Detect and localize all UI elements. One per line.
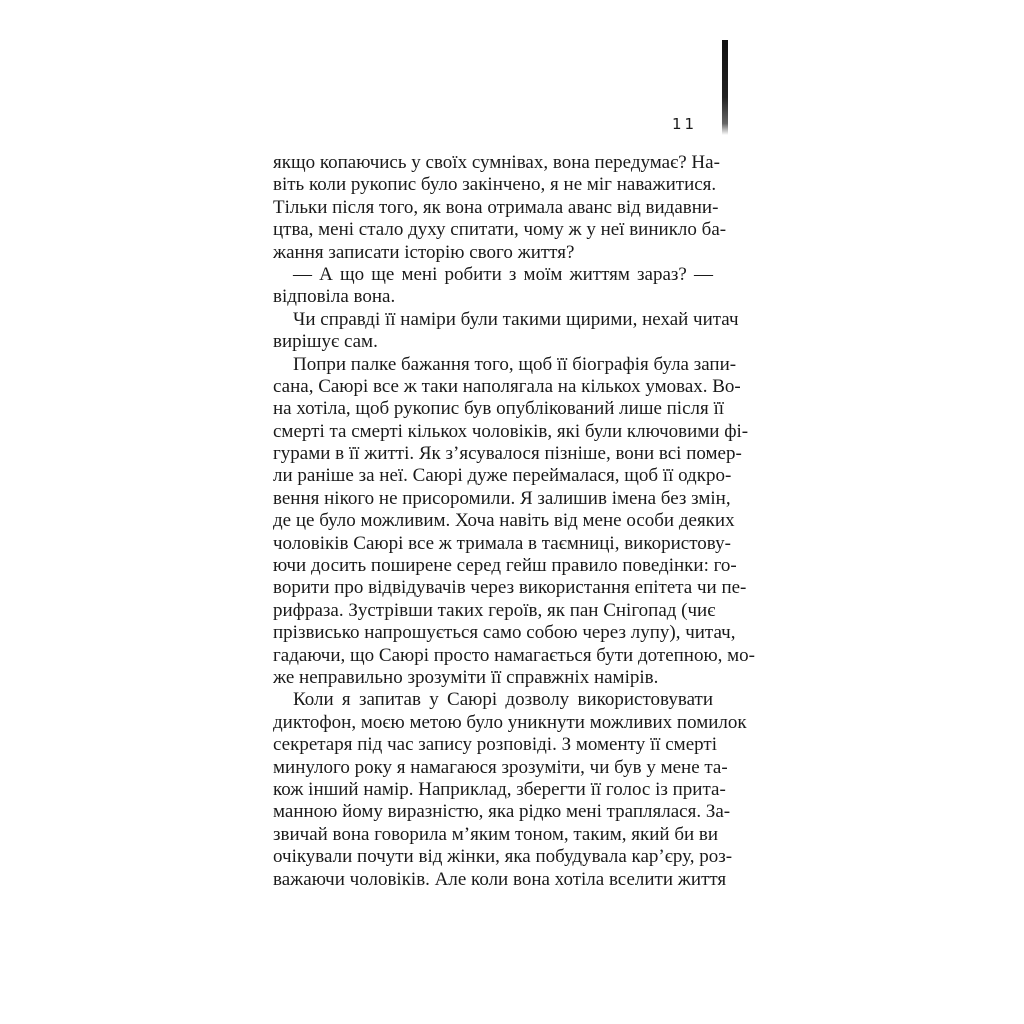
text-line: ли раніше за неї. Саюрі дуже переймалася, щоб її одкро- bbox=[273, 465, 732, 487]
text-line: де це було можливим. Хоча навіть від мене особи деяких bbox=[273, 510, 735, 532]
text-line: цтва, мені стало духу спитати, чому ж у неї виникло ба- bbox=[273, 219, 727, 241]
text-line: минулого року я намагаюся зрозуміти, чи був у мене та- bbox=[273, 756, 728, 778]
text-line: рифраза. Зустрівши таких героїв, як пан Снігопад (чиє bbox=[273, 599, 716, 621]
text-line: вення нікого не присоромили. Я залишив імена без змін, bbox=[273, 487, 731, 509]
body-text bbox=[273, 152, 756, 891]
text-line: на хотіла, щоб рукопис був опублікований лише після її bbox=[273, 398, 725, 420]
text-line: секретаря під час запису розповіді. З моменту її смерті bbox=[273, 734, 717, 756]
text-line: — А що ще мені робити з моїм життям зараз? — bbox=[293, 263, 713, 285]
text-line: жання записати історію свого життя? bbox=[273, 241, 575, 263]
text-line: гадаючи, що Саюрі просто намагається бути дотепною, мо- bbox=[273, 644, 756, 666]
text-line: відповіла вона. bbox=[273, 286, 396, 308]
text-line: кож інший намір. Наприклад, зберегти її голос із прита- bbox=[273, 778, 726, 800]
text-line: Попри палке бажання того, щоб її біографія була запи- bbox=[293, 353, 737, 375]
text-line: смерті та смерті кількох чоловіків, які були ключовими фі- bbox=[273, 420, 749, 442]
text-line: очікували почути від жінки, яка побудувала кар’єру, роз- bbox=[273, 846, 733, 868]
text-line: ючи досить поширене серед гейш правило поведінки: го- bbox=[273, 555, 737, 577]
text-line: Коли я запитав у Саюрі дозволу використовувати bbox=[293, 689, 713, 711]
text-line: ворити про відвідувачів через використання епітета чи пе- bbox=[273, 577, 747, 599]
text-line: диктофон, моєю метою було уникнути можливих помилок bbox=[273, 711, 747, 733]
text-line: же неправильно зрозуміти її справжніх намірів. bbox=[273, 666, 659, 688]
text-line: якщо копаючись у своїх сумнівах, вона передумає? На- bbox=[273, 152, 720, 173]
text-line: прізвисько напрошується само собою через лупу), читач, bbox=[273, 622, 736, 644]
text-line: Тільки після того, як вона отримала аванс від видавни- bbox=[273, 196, 719, 218]
text-line: вирішує сам. bbox=[273, 331, 378, 353]
text-line: віть коли рукопис було закінчено, я не міг наважитися. bbox=[273, 174, 717, 196]
text-line: звичай вона говорила м’яким тоном, таким, який би ви bbox=[273, 823, 719, 845]
text-line: чоловіків Саюрі все ж тримала в таємниці, використову- bbox=[273, 532, 731, 554]
text-line: важаючи чоловіків. Але коли вона хотіла вселити життя bbox=[273, 868, 727, 890]
text-line: гурами в її житті. Як з’ясувалося пізніше, вони всі помер- bbox=[273, 443, 742, 465]
page-number: 11 bbox=[672, 115, 698, 133]
text-line: сана, Саюрі все ж таки наполягала на кількох умовах. Во- bbox=[273, 375, 741, 397]
text-line: манною йому виразністю, яка рідко мені траплялася. За- bbox=[273, 801, 731, 823]
page-edge-mark bbox=[722, 40, 728, 135]
text-line: Чи справді її наміри були такими щирими, нехай читач bbox=[293, 308, 739, 330]
